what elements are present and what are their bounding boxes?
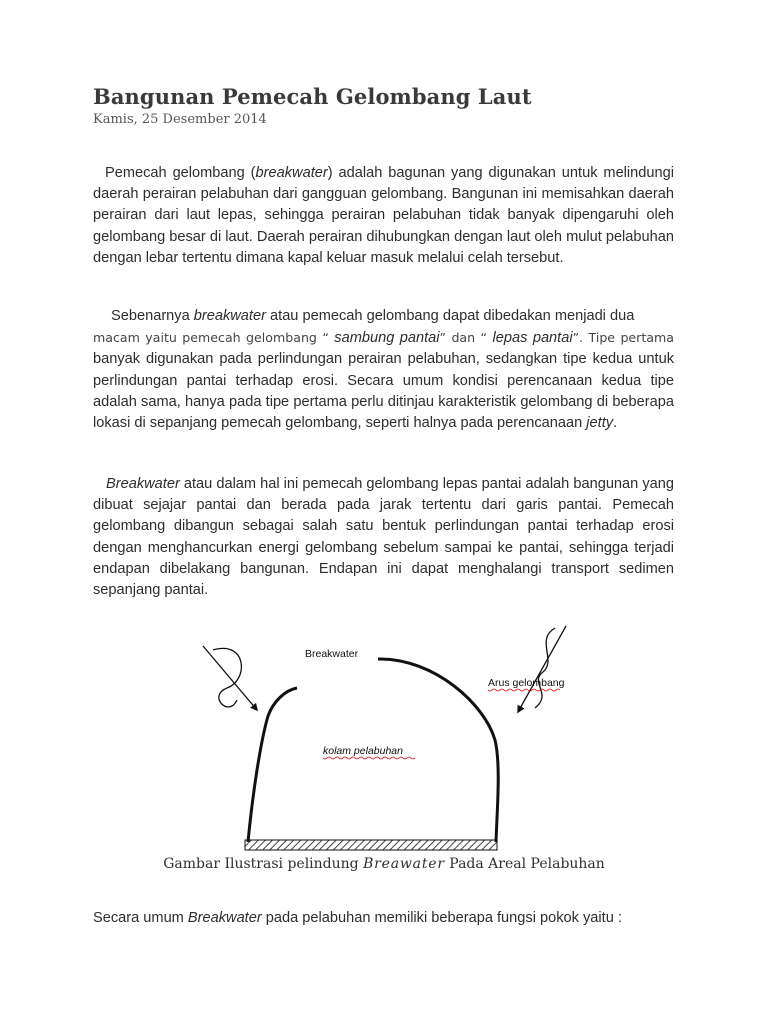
spell-underline-current [488,689,560,691]
article-title: Bangunan Pemecah Gelombang Laut [93,84,532,109]
wave-arrow-left-group [203,646,257,710]
closing-text-a: Secara umum [93,910,188,926]
spell-underline-basin [323,757,415,759]
p2-text-a: Sebenarnya [111,308,194,324]
caption-text-c: Pada Areal Pelabuhan [444,856,605,872]
p2-term-sambung-pantai: sambung pantai [328,330,440,347]
p1-text-c: ) adalah bagunan yang digunakan untuk melindungi daerah perairan pelabuhan dari gangguan gelombang. Bangunan ini memisahkan daerah perairan dari laut lepas, sehingga perairan pelabuhan tidak banyak dipengaruhi oleh gelombang besar di laut. Daerah perairan dihubungkan dengan laut oleh mulut pelabuhan dengan lebar tertentu dimana kapal keluar masuk melalui celah tersebut. [93,165,674,266]
p2-term-lepas-pantai: lepas pantai [487,330,573,347]
p2-text-h: ”. Tipe pertama [572,330,675,346]
p2-term-breakwater: breakwater [193,308,266,324]
closing-sentence [93,910,622,926]
closing-text-c: pada pelabuhan memiliki beberapa fungsi pokok yaitu : [261,910,622,926]
caption-term: Breawater [363,856,445,872]
p2-text-k: . [613,415,618,432]
caption-text-a: Gambar Ilustrasi pelindung [163,856,364,872]
p2-text-c: atau pemecah gelombang dapat dibedakan menjadi dua [265,308,635,324]
closing-term-breakwater: Breakwater [187,910,262,926]
p2-term-jetty: jetty [586,415,614,432]
paragraph-intro [93,163,674,269]
p1-term-breakwater: breakwater [255,165,328,181]
breakwater-left-arm [248,688,297,842]
figure-caption [0,856,768,872]
label-breakwater: Breakwater [305,648,359,660]
p1-text-a: Pemecah gelombang ( [105,165,256,181]
p3-term-breakwater: Breakwater [106,476,180,492]
p2-text-i: banyak digunakan pada perlindungan perairan pelabuhan, sedangkan tipe kedua untuk perlindungan pantai terhadap erosi. Secara umum kondisi perencanaan kedua tipe adalah sama, hanya pada tipe pertama perlu ditinjau karakteristik gelombang di beberapa lokasi di sepanjang pemecah gelombang, seperti halnya pada perencanaan [93,351,674,432]
paragraph-offshore [93,474,674,601]
wave-arrow-left [203,646,257,710]
shoreline-hatched [245,840,497,850]
label-basin: kolam pelabuhan [323,745,403,757]
wave-curve-left [213,648,241,706]
wave-curve-right [535,628,555,708]
article-date: Kamis, 25 Desember 2014 [93,112,267,127]
p2-text-f: ” dan “ [439,330,488,346]
label-current: Arus gelombang [488,677,565,689]
paragraph-types [93,306,674,434]
wave-arrow-right-group [518,626,566,712]
breakwater-diagram [195,620,585,850]
p3-text-b: atau dalam hal ini pemecah gelombang lepas pantai adalah bangunan yang dibuat sejajar pantai dan berada pada jarak tertentu dari garis pantai. Pemecah gelombang dibangun sebagai salah satu bentuk perlindungan pantai terhadap erosi dengan menghancurkan energi gelombang sebelum sampai ke pantai, sehingga terjadi endapan dibelakang bangunan. Endapan ini dapat menghalangi transport sedimen sepanjang pantai. [93,476,674,599]
p2-text-d: macam yaitu pemecah gelombang “ [93,330,329,346]
